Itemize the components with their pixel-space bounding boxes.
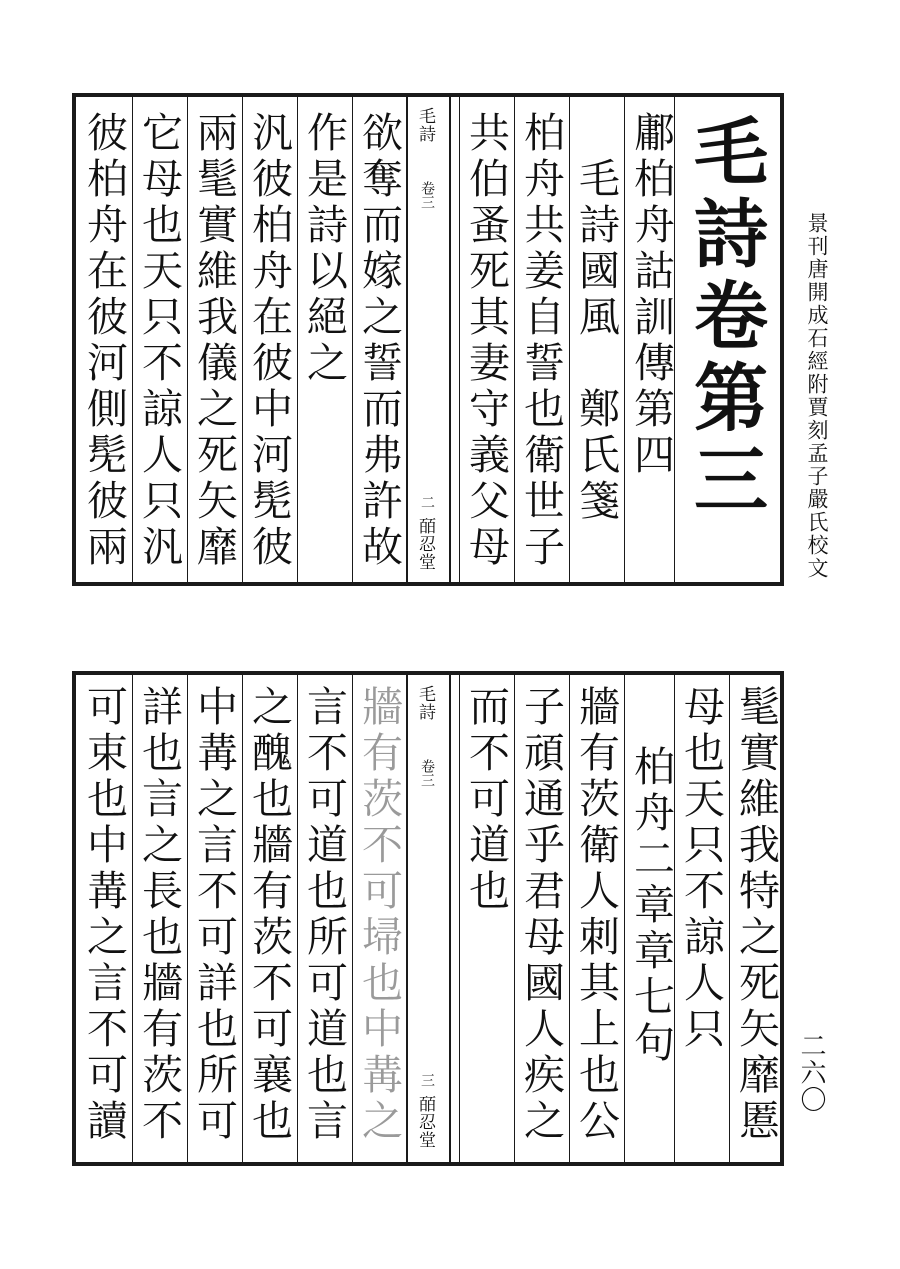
column-rule <box>187 97 188 582</box>
column-rule <box>352 97 353 582</box>
page-number: 二六〇 <box>796 1032 826 1113</box>
column-rule <box>514 675 515 1162</box>
text-column: 而不可道也 <box>462 685 510 915</box>
column-rule <box>187 675 188 1162</box>
banxin-center <box>406 675 451 1162</box>
banxin-center <box>406 97 451 582</box>
text-column: 汎彼柏舟在彼中河髧彼 <box>245 111 293 571</box>
column-rule <box>132 97 133 582</box>
banxin-book-title: 毛詩 <box>415 685 435 721</box>
column-rule <box>624 675 625 1162</box>
text-column: 言不可道也所可道也言 <box>300 685 348 1145</box>
text-column: 之醜也牆有茨不可襄也 <box>245 685 293 1145</box>
column-rule <box>729 675 730 1162</box>
column-rule <box>569 97 570 582</box>
column-rule <box>459 675 460 1162</box>
column-rule <box>514 97 515 582</box>
text-column: 詳也言之長也牆有茨不 <box>135 685 183 1145</box>
banxin-leaf-number: 二 <box>419 495 435 509</box>
text-column: 子頑通乎君母國人疾之 <box>517 685 565 1145</box>
column-rule <box>459 97 460 582</box>
banxin-book-title: 毛詩 <box>415 107 435 143</box>
banxin-studio: 皕忍堂 <box>415 1095 435 1149</box>
column-rule <box>624 97 625 582</box>
column-rule <box>352 675 353 1162</box>
text-column: 欲奪而嫁之誓而弗許故 <box>355 111 403 571</box>
text-column: 鄘柏舟詁訓傳第四 <box>627 111 675 479</box>
column-rule <box>242 675 243 1162</box>
bottom-page-frame <box>72 671 784 1166</box>
text-column: 可束也中冓之言不可讀 <box>80 685 128 1145</box>
text-column: 彼柏舟在彼河側髧彼兩 <box>80 111 128 571</box>
text-column: 作是詩以絕之 <box>300 111 348 387</box>
column-rule <box>297 675 298 1162</box>
top-page-frame <box>72 93 784 586</box>
text-column-faded: 牆有茨不可埽也中冓之 <box>355 685 403 1145</box>
book-title: 毛詩卷第三 <box>682 113 768 523</box>
banxin-volume: 卷三 <box>419 759 435 787</box>
text-column: 它母也天只不諒人只汎 <box>135 111 183 571</box>
column-rule <box>569 675 570 1162</box>
text-column: 柏舟二章章七句 <box>627 745 675 1067</box>
column-rule <box>297 97 298 582</box>
text-column: 兩髦實維我儀之死矢靡 <box>190 111 238 571</box>
banxin-studio: 皕忍堂 <box>415 517 435 571</box>
text-column: 母也天只不諒人只 <box>677 685 725 1053</box>
text-column: 共伯蚤死其妻守義父母 <box>462 111 510 571</box>
text-column: 髦實維我特之死矢靡慝 <box>732 685 780 1145</box>
text-column: 中冓之言不可詳也所可 <box>190 685 238 1145</box>
column-rule <box>242 97 243 582</box>
banxin-volume: 卷三 <box>419 181 435 209</box>
side-caption: 景刊唐開成石經附賈刻孟子嚴氏校文 <box>805 212 829 580</box>
text-column: 牆有茨衛人刺其上也公 <box>572 685 620 1145</box>
column-rule <box>132 675 133 1162</box>
text-column: 柏舟共姜自誓也衛世子 <box>517 111 565 571</box>
text-column: 毛詩國風 鄭氏箋 <box>572 157 620 525</box>
banxin-leaf-number: 三 <box>419 1073 435 1087</box>
